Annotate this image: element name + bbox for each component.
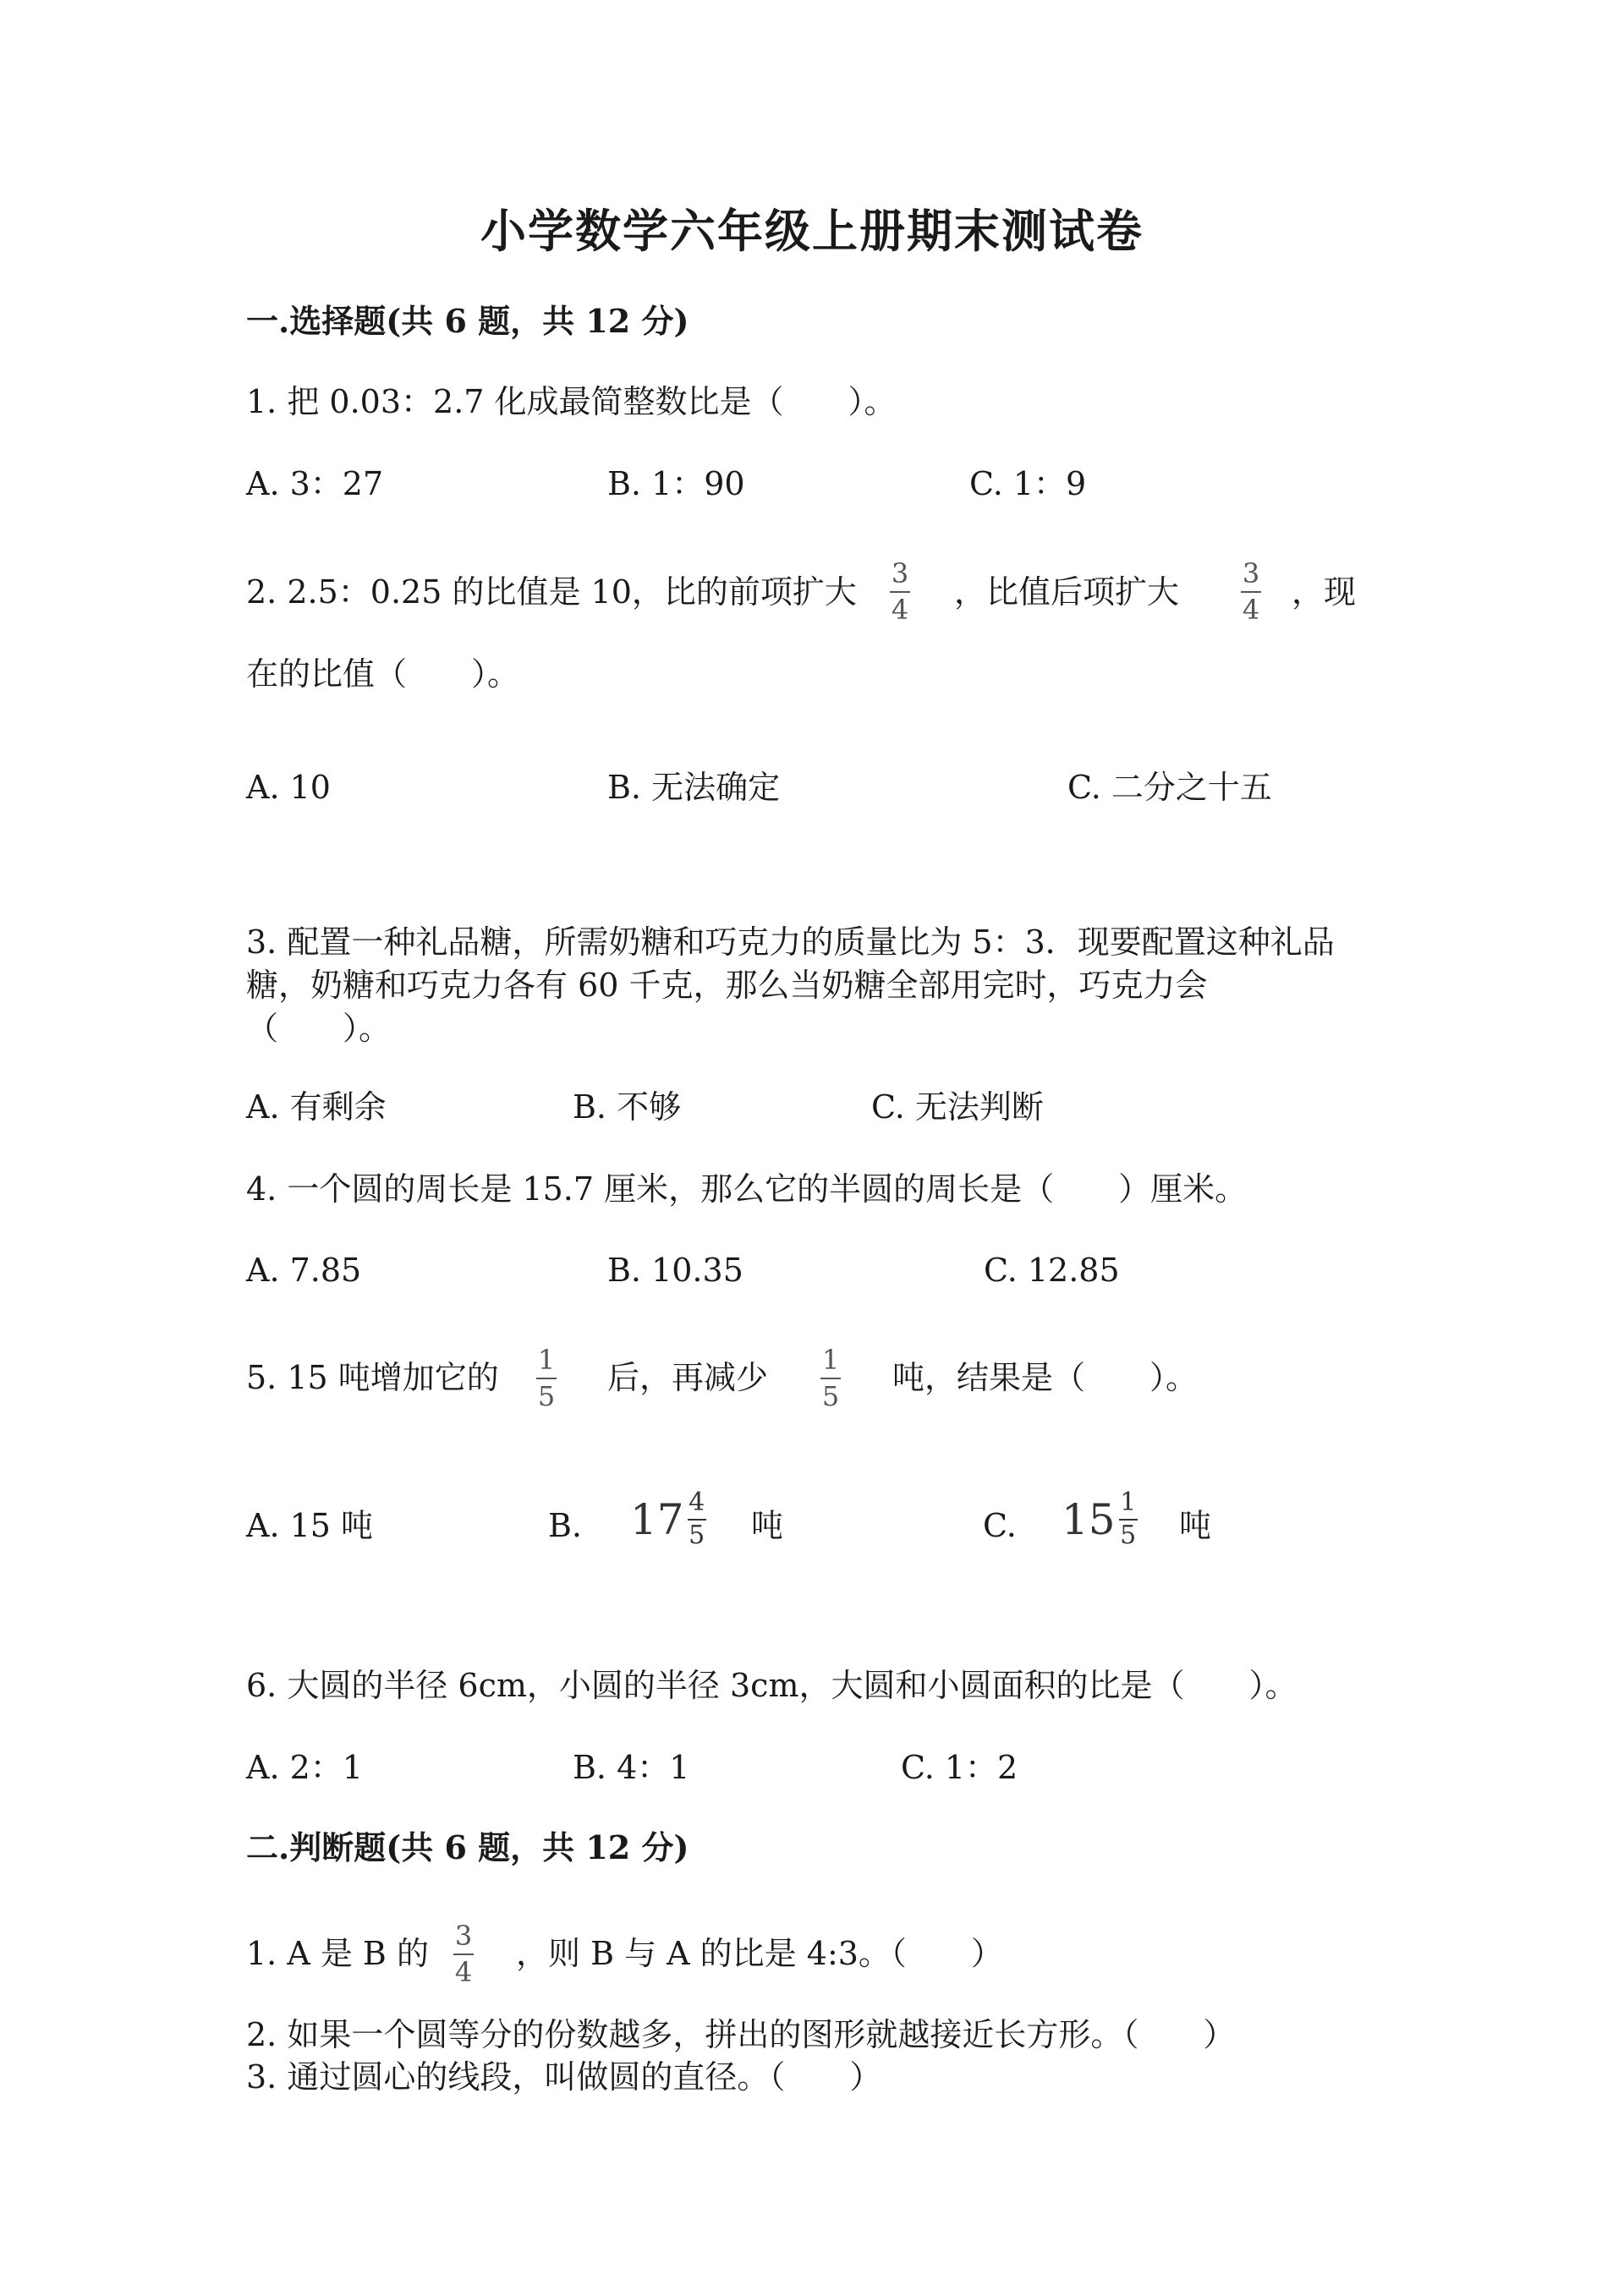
fraction-denominator: 4	[454, 1956, 473, 1988]
fraction-numerator: 1	[821, 1344, 840, 1376]
fraction-numerator: 3	[891, 557, 909, 589]
section-header-judgement: 二.判断题(共 6 题，共 12 分)	[246, 1828, 689, 1866]
question-2-option-b: B. 无法确定	[607, 769, 781, 806]
question-5-option-c-label: C.	[983, 1507, 1017, 1544]
question-2-stem-part-4: 在的比值（ ）。	[246, 655, 520, 693]
section-header-choice: 一.选择题(共 6 题，共 12 分)	[246, 302, 689, 340]
fraction-denominator: 5	[689, 1521, 705, 1550]
mixed-number-whole: 15	[1062, 1494, 1116, 1544]
question-4-option-a: A. 7.85	[246, 1252, 362, 1289]
fraction-denominator: 4	[1242, 594, 1260, 626]
question-6-option-a: A. 2：1	[246, 1749, 363, 1786]
question-5-stem-part-3: 吨，结果是（ ）。	[892, 1359, 1199, 1396]
fraction-numerator: 1	[1120, 1488, 1137, 1517]
question-5-option-b-mixed-number	[630, 1490, 706, 1548]
fraction-numerator: 3	[1242, 557, 1260, 589]
question-6-option-b: B. 4：1	[573, 1749, 690, 1786]
fraction-numerator: 1	[537, 1344, 556, 1376]
judgement-3-stem: 3. 通过圆心的线段，叫做圆的直径。（ ）	[246, 2058, 882, 2096]
question-5-option-b-label: B.	[548, 1507, 583, 1544]
judgement-2-stem: 2. 如果一个圆等分的份数越多，拼出的图形就越接近长方形。（ ）	[246, 2016, 1236, 2053]
question-2-option-a: A. 10	[246, 769, 331, 806]
question-3-stem-line-1: 3. 配置一种礼品糖，所需奶糖和巧克力的质量比为 5：3．现要配置这种礼品	[246, 923, 1335, 961]
fraction-bar	[453, 1954, 474, 1955]
fraction-denominator: 5	[537, 1380, 556, 1412]
fraction-bar	[890, 591, 910, 593]
question-2-fraction-2	[1241, 557, 1261, 626]
question-2-fraction-1	[890, 557, 910, 626]
question-6-option-c: C. 1：2	[901, 1749, 1018, 1786]
question-5-fraction-1	[536, 1346, 557, 1410]
question-1-stem: 1. 把 0.03：2.7 化成最简整数比是（ ）。	[246, 383, 897, 420]
question-4-option-b: B. 10.35	[607, 1252, 743, 1289]
question-2-option-c: C. 二分之十五	[1067, 769, 1272, 806]
question-4-option-c: C. 12.85	[984, 1252, 1120, 1289]
question-3-option-c: C. 无法判断	[871, 1088, 1044, 1126]
judgement-1-fraction	[453, 1922, 474, 1986]
fraction-bar	[1241, 591, 1261, 593]
question-5-option-c-mixed-number	[1062, 1490, 1138, 1548]
question-2-stem-part-3: ，现	[1292, 573, 1357, 611]
question-1-option-b: B. 1：90	[607, 465, 745, 502]
question-5-stem-part-1: 5. 15 吨增加它的	[246, 1359, 499, 1396]
page-title: 小学数学六年级上册期末测试卷	[480, 204, 1144, 258]
question-6-stem: 6. 大圆的半径 6cm，小圆的半径 3cm，大圆和小圆面积的比是（ ）。	[246, 1667, 1298, 1704]
fraction-numerator: 3	[454, 1920, 473, 1952]
question-3-option-b: B. 不够	[573, 1088, 682, 1126]
question-1-option-a: A. 3：27	[246, 465, 384, 502]
question-4-stem: 4. 一个圆的周长是 15.7 厘米，那么它的半圆的周长是（ ）厘米。	[246, 1170, 1248, 1208]
fraction-bar	[536, 1378, 557, 1379]
question-1-option-c: C. 1：9	[969, 465, 1087, 502]
question-5-fraction-2	[820, 1346, 841, 1410]
fraction-denominator: 5	[821, 1380, 840, 1412]
mixed-number-whole: 17	[630, 1494, 684, 1544]
fraction-denominator: 5	[1120, 1521, 1137, 1550]
fraction-bar	[820, 1378, 841, 1379]
question-5-option-c-unit: 吨	[1179, 1507, 1212, 1544]
fraction-numerator: 4	[689, 1488, 705, 1517]
question-5-stem-part-2: 后，再减少	[607, 1359, 769, 1396]
mixed-number-fraction	[688, 1490, 706, 1548]
question-3-stem-line-3: （ ）。	[246, 1010, 392, 1047]
question-2-stem-part-2: ，比值后项扩大	[954, 573, 1180, 611]
question-3-option-a: A. 有剩余	[246, 1088, 387, 1126]
judgement-1-stem-part-2: ，则 B 与 A 的比是 4:3。（ ）	[516, 1935, 1003, 1972]
judgement-1-stem-part-1: 1. A 是 B 的	[246, 1935, 429, 1972]
fraction-denominator: 4	[891, 594, 909, 626]
question-3-stem-line-2: 糖，奶糖和巧克力各有 60 千克，那么当奶糖全部用完时，巧克力会	[246, 967, 1208, 1004]
question-5-option-b-unit: 吨	[751, 1507, 784, 1544]
question-5-option-a: A. 15 吨	[246, 1507, 374, 1544]
mixed-number-fraction	[1119, 1490, 1138, 1548]
question-2-stem-part-1: 2. 2.5：0.25 的比值是 10，比的前项扩大	[246, 573, 857, 611]
